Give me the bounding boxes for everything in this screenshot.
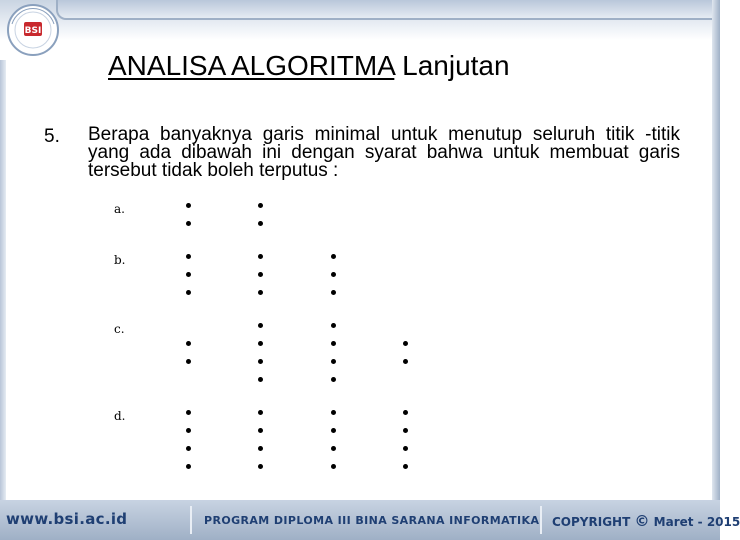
dot-marker (331, 341, 336, 346)
dot-marker (331, 464, 336, 469)
slide-title-main: ANALISA ALGORITMA (108, 50, 395, 81)
option-c-label: c. (114, 322, 125, 336)
dot-marker (403, 341, 408, 346)
dot-marker (186, 272, 191, 277)
dot-marker (186, 341, 191, 346)
dot-marker (258, 359, 263, 364)
dot-marker (186, 221, 191, 226)
dot-marker (331, 377, 336, 382)
dot-marker (331, 359, 336, 364)
dot-marker (403, 446, 408, 451)
dot-marker (258, 290, 263, 295)
footer-website[interactable]: www.bsi.ac.id (6, 510, 128, 528)
dot-marker (186, 254, 191, 259)
option-b-label: b. (114, 253, 126, 267)
dot-marker (258, 446, 263, 451)
dot-marker (186, 428, 191, 433)
bsi-logo (2, 2, 64, 58)
dot-marker (258, 203, 263, 208)
dot-marker (186, 446, 191, 451)
left-frame-bar (0, 60, 6, 500)
question-text: Berapa banyaknya garis minimal untuk menutup seluruh titik -titik yang ada dibawah ini dengan syarat bahwa untuk membuat garis tersebut tidak boleh terputus : (88, 124, 680, 181)
dot-marker (258, 410, 263, 415)
dot-marker (403, 464, 408, 469)
footer-divider (540, 506, 542, 534)
footer-copyright-word: COPYRIGHT (552, 515, 631, 529)
dot-marker (331, 254, 336, 259)
svg-text:BSI: BSI (24, 26, 42, 36)
dot-marker (186, 410, 191, 415)
dot-marker (403, 428, 408, 433)
dot-marker (403, 410, 408, 415)
dot-marker (331, 446, 336, 451)
dot-marker (258, 428, 263, 433)
question-number: 5. (44, 126, 60, 147)
footer-copyright-date: Maret - 2015 (653, 515, 740, 529)
footer-divider (190, 506, 192, 534)
dot-marker (258, 323, 263, 328)
dot-marker (258, 221, 263, 226)
dot-marker (258, 254, 263, 259)
dot-marker (403, 359, 408, 364)
dot-marker (186, 464, 191, 469)
right-frame-bar (712, 0, 720, 500)
slide-title (108, 50, 668, 82)
footer-bar (0, 500, 740, 540)
dot-marker (331, 290, 336, 295)
option-a-label: a. (114, 202, 125, 216)
dot-marker (186, 359, 191, 364)
dot-marker (331, 272, 336, 277)
dot-marker (258, 464, 263, 469)
dot-marker (331, 428, 336, 433)
dot-marker (258, 377, 263, 382)
option-d-label: d. (114, 409, 126, 423)
dot-marker (186, 290, 191, 295)
footer-copyright (552, 512, 740, 530)
header-frame (56, 0, 720, 20)
copyright-icon: © (634, 512, 650, 530)
slide-title-suffix: Lanjutan (402, 50, 510, 81)
dot-marker (331, 410, 336, 415)
dot-marker (186, 203, 191, 208)
dot-marker (331, 323, 336, 328)
footer-program: PROGRAM DIPLOMA III BINA SARANA INFORMATIKA (204, 514, 540, 527)
dot-marker (258, 341, 263, 346)
dot-marker (258, 272, 263, 277)
